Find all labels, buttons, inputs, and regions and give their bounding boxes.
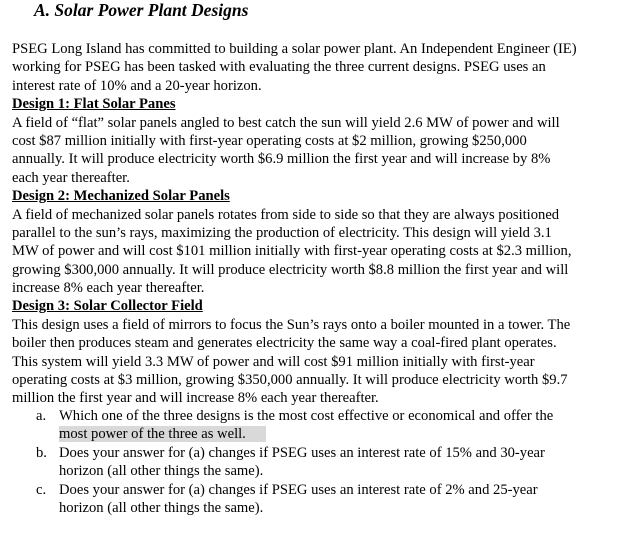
question-text: Does your answer for (a) changes if PSEG uses an interest rate of 2% and 25-year [59,481,538,498]
design-3-line: boiler then produces steam and generates electricity the same way a coal-fired plant operates. [12,335,557,352]
intro-line: PSEG Long Island has committed to building a solar power plant. An Independent Engineer (IE) [12,41,577,57]
design-2-line: increase 8% each year thereafter. [12,280,205,297]
question-a [36,407,636,444]
design-1-section [12,95,640,187]
design-1-line: A field of “flat” solar panels angled to best catch the sun will yield 2.6 MW of power and will [12,114,560,131]
design-1-line: annually. It will produce electricity worth $6.9 million the first year and will increase by 8% [12,151,551,168]
design-3-section [12,297,640,407]
intro-paragraph [12,40,640,95]
highlighted-text: most power of the three as well. [59,426,266,442]
design-3-title: Design 3: Solar Collector Field [12,298,203,315]
intro-line: interest rate of 10% and a 20-year horizon. [12,77,262,94]
design-1-title: Design 1: Flat Solar Panes [12,96,176,113]
question-c [36,481,636,518]
section-heading: A. Solar Power Plant Designs [34,0,249,20]
design-1-line: each year thereafter. [12,169,130,186]
design-2-title: Design 2: Mechanized Solar Panels [12,188,230,205]
design-2-line: A field of mechanized solar panels rotates from side to side so that they are always positioned [12,206,560,223]
design-1-line: cost $87 million initially with first-year operating costs at $2 million, growing $250,000 [12,132,527,149]
question-text: Does your answer for (a) changes if PSEG uses an interest rate of 15% and 30-year [59,444,545,461]
question-text: horizon (all other things the same). [59,463,264,480]
design-3-line: This system will yield 3.3 MW of power and will cost $91 million initially with first-year [12,353,535,370]
intro-line: working for PSEG has been tasked with evaluating the three current designs. PSEG uses an [12,59,546,76]
design-2-line: MW of power and will cost $101 million initially with first-year operating costs at $2.3 million, [12,243,572,260]
list-marker: b. [36,444,47,461]
design-2-line: growing $300,000 annually. It will produce electricity worth $8.8 million the first year and will [12,261,569,278]
question-b [36,444,636,481]
design-3-line: This design uses a field of mirrors to focus the Sun’s rays onto a boiler mounted in a tower. The [12,316,571,333]
question-text: horizon (all other things the same). [59,499,264,516]
design-3-line: operating costs at $3 million, growing $350,000 annually. It will produce electricity worth $9.7 [12,372,568,389]
design-3-line: million the first year and will increase 8% each year thereafter. [12,390,379,407]
document-body [12,40,640,408]
list-marker: a. [36,408,47,424]
question-text: Which one of the three designs is the most cost effective or economical and offer the [59,408,554,424]
design-2-section [12,187,640,297]
question-list [36,407,636,517]
list-marker: c. [36,481,47,498]
design-2-line: parallel to the sun’s rays, maximizing the production of electricity. This design will yield 3.1 [12,224,552,241]
